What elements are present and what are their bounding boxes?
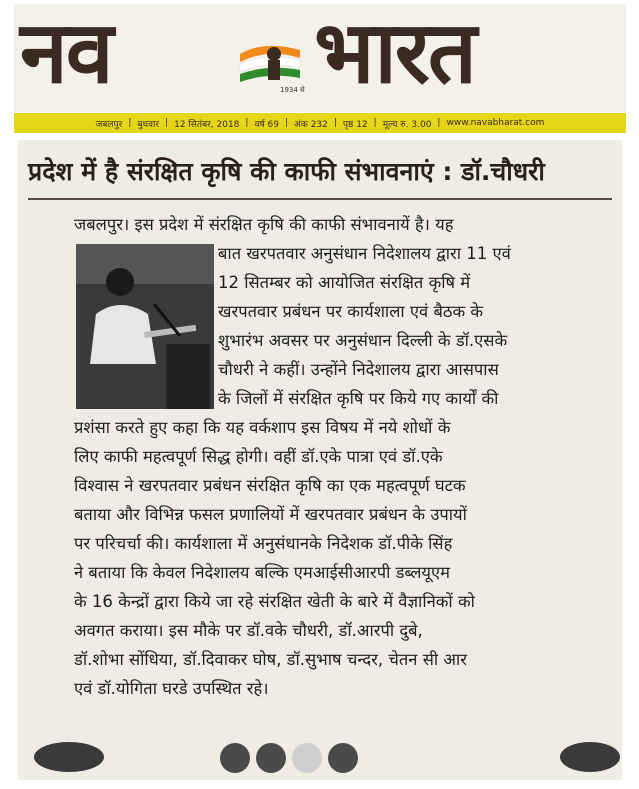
- article-line: 12 सितम्बर को आयोजित संरक्षित कृषि में: [218, 273, 471, 292]
- scan-artifact-right: [560, 742, 620, 772]
- info-pages: पृष्ठ 12: [342, 119, 368, 130]
- article-line: ने बताया कि केवल निदेशालय बल्कि एमआईसीआरपी डब्लयूएम: [74, 563, 450, 582]
- headline-divider: [28, 198, 612, 200]
- dot-mark: [328, 743, 358, 773]
- article-line: प्रशंसा करते हुए कहा कि यह वर्कशाप इस विषय में नये शोधों के: [74, 418, 451, 437]
- info-volume: वर्ष 69: [254, 119, 279, 130]
- scan-artifact-dots: [220, 743, 358, 773]
- dot-mark: [220, 743, 250, 773]
- info-day: बुधवार: [137, 119, 160, 130]
- info-city: जबलपुर: [95, 119, 123, 130]
- info-issue: अंक 232: [294, 119, 328, 130]
- article-line: पर परिचर्चा की। कार्यशाला में अनुसंधानके निदेशक डॉ.पीके सिंह: [74, 534, 453, 553]
- logo-year: 1934 से: [280, 86, 305, 94]
- info-website: www.navabharat.com: [446, 118, 545, 128]
- info-bar: जबलपुर | बुधवार | 12 सितंबर, 2018 | वर्ष 69 | अंक 232 | पृष्ठ 12 | मूल्य रु. 3.00 | www.navabharat.com: [14, 113, 626, 133]
- masthead-title-left: नव: [20, 3, 112, 103]
- article-line: के जिलों में संरक्षित कृषि पर किये गए कार्यों की: [218, 389, 499, 408]
- info-price: मूल्य रु. 3.00: [382, 119, 432, 130]
- article-line: चौधरी ने कहीं। उन्होंने निदेशालय द्वारा आसपास: [218, 360, 499, 379]
- info-date: 12 सितंबर, 2018: [174, 119, 240, 130]
- article-line: अवगत कराया। इस मौके पर डॉ.वके चौधरी, डॉ.आरपी दुबे,: [74, 621, 423, 640]
- article-line: जबलपुर। इस प्रदेश में संरक्षित कृषि की काफी संभावनायें है। यह: [74, 215, 454, 234]
- article-line: बात खरपतवार अनुसंधान निदेशालय द्वारा 11 एवं: [218, 244, 511, 263]
- article-line: शुभारंभ अवसर पर अनुसंधान दिल्ली के डॉ.एसके: [218, 331, 508, 350]
- article-line: बताया और विभिन्न फसल प्रणालियों में खरपतवार प्रबंधन के उपायों: [74, 505, 467, 524]
- dot-mark: [292, 743, 322, 773]
- article-photo: [76, 244, 214, 409]
- masthead: [14, 4, 626, 112]
- article-line: लिए काफी महत्वपूर्ण सिद्ध होगी। वहीं डॉ.एके पात्रा एवं डॉ.एके: [74, 447, 443, 466]
- scan-artifact-left: [34, 742, 104, 772]
- article-line: डॉ.शोभा सोंधिया, डॉ.दिवाकर घोष, डॉ.सुभाष चन्दर, चेतन सी आर: [74, 650, 467, 669]
- article-line: के 16 केन्द्रों द्वारा किये जा रहे संरक्षित खेती के बारे में वैज्ञानिकों को: [74, 592, 475, 611]
- masthead-logo: [234, 32, 306, 96]
- article-headline: प्रदेश में है संरक्षित कृषि की काफी संभावनाएं : डॉ.चौधरी: [28, 157, 545, 186]
- dot-mark: [256, 743, 286, 773]
- masthead-title-right: भारत: [314, 3, 475, 103]
- article-line: विश्वास ने खरपतवार प्रबंधन संरक्षित कृषि का एक महत्वपूर्ण घटक: [74, 476, 466, 495]
- news-article: [18, 140, 622, 780]
- article-line: खरपतवार प्रबंधन पर कार्यशाला एवं बैठक के: [218, 302, 484, 321]
- article-line: एवं डॉ.योगिता घरडे उपस्थित रहे।: [74, 679, 269, 698]
